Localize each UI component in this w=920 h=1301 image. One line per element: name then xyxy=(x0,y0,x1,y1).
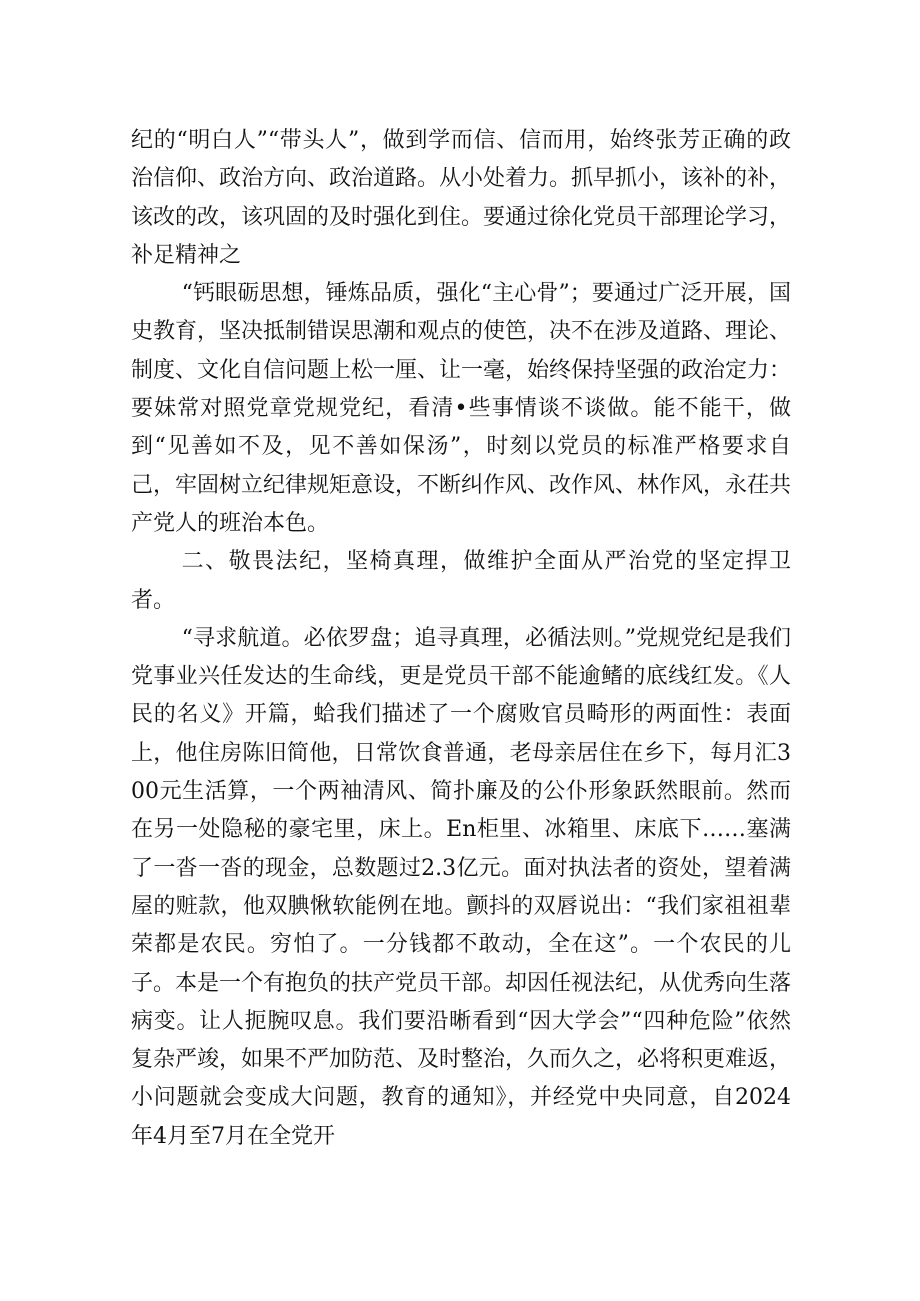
paragraph-1: 纪的“明白人”“带头人”，做到学而信、信而用，始终张芳正确的政治信仰、政治方向、政治道路。从小处着力。抓早抓小，该补的补，该改的改，该巩固的及时强化到住。要通过徐化党员干部理论学习，补足精神之 xyxy=(131,128,792,268)
section-heading: 二、敬畏法纪，坚椅真理，做维护全面从严治党的坚定捍卫者。 xyxy=(131,549,791,613)
paragraph-3: “寻求航道。必依罗盘；追寻真理，必循法则。”党规党纪是我们党事业兴任发达的生命线，更是党员干部不能逾鳍的底线红发。《人民的名义》开篇，蛤我们描述了一个腐败官员畸形的两面性：表面上，他住房陈旧简他，日常饮食普通，老母亲居住在乡下，每月汇300元生活算，一个两袖清风、简扑廉及的公仆形象跃然眼前。然而在另一处隐秘的豪宅里，床上。En柜里、冰箱里、床底下……塞满了一沓一沓的现金，总数题过2.3亿元。面对执法者的资处，望着满屋的赃款，他双腆愀软能例在地。颤抖的双唇说出：“我们家祖祖辈荣都是农民。穷怕了。一分钱都不敢动，全在这”。一个农民的儿子。本是一个有抱负的扶产党员干部。却因任视法纪，从优秀向生落病变。让人扼腕叹息。我们要沿晰看到“因大学会”“四种危险”依然复杂严竣，如果不严加防范、及时整治，久而久之，必将积更难返，小问题就会变成大问题，教育的通知》，并经党中央同意，自2024年4月至7月在全党开 xyxy=(131,625,792,1149)
paragraph-2: “钙眼砺思想，锤炼品质，强化“主心骨”；要通过广泛开展，国史教育，坚决抵制错误思潮和观点的使笆，决不在涉及道路、理论、制度、文化自信问题上松一厘、让一毫，始终保持坚强的政治定力：要妹常对照党章党规党纪，看清•些事情谈不谈做。能不能干，做到“见善如不及，见不善如保汤”，时刻以党员的标准严格要求自己，牢固树立纪律规矩意设，不断纠作风、改作风、林作风，永茌共产党人的班治本色。 xyxy=(131,281,792,536)
document-body xyxy=(131,122,791,1156)
